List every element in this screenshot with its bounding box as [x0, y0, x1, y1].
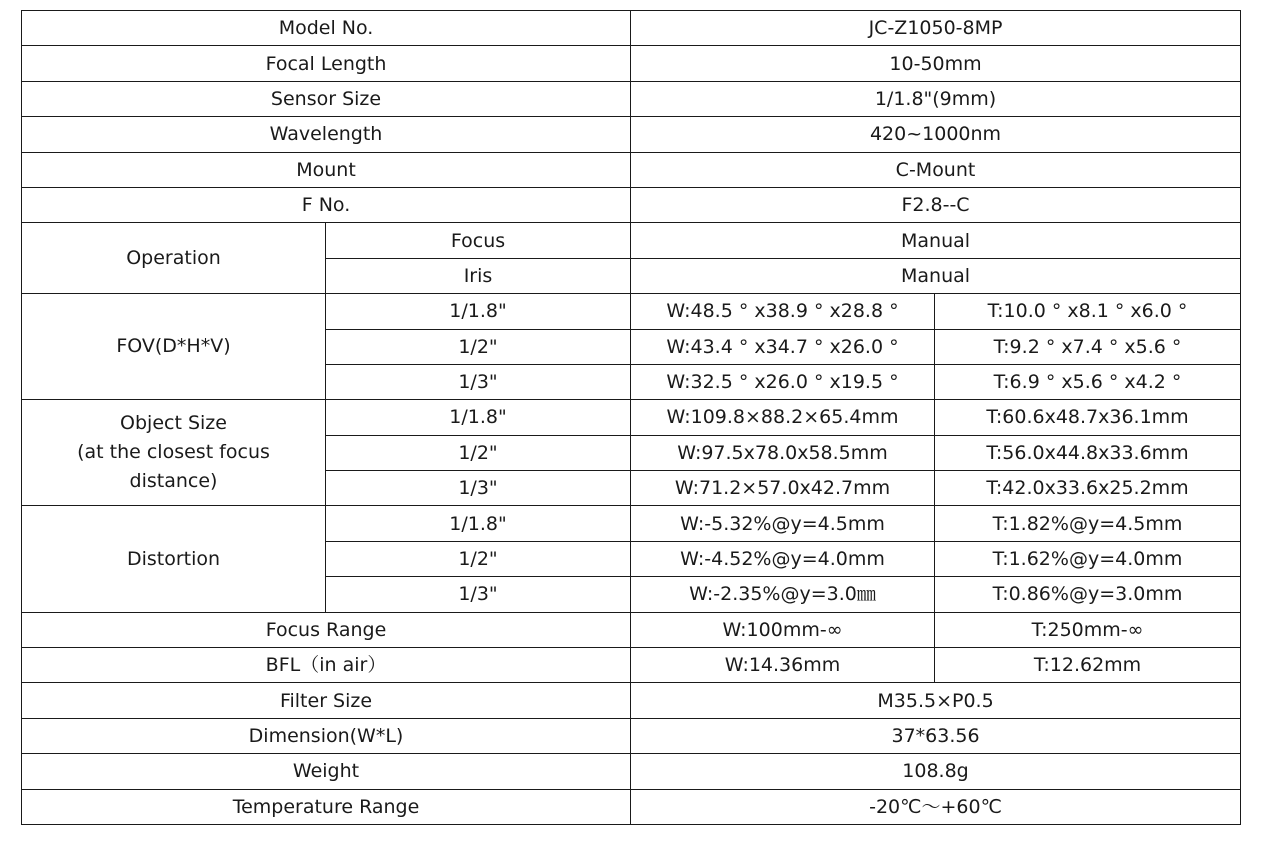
sub-label: 1/3"	[326, 364, 631, 399]
wide-value: W:48.5 ° x38.9 ° x28.8 °	[631, 294, 935, 329]
group-label-object-size	[22, 400, 326, 506]
tele-value: T:6.9 ° x5.6 ° x4.2 °	[935, 364, 1241, 399]
table-row-bfl	[22, 648, 1241, 683]
sub-label: Iris	[326, 258, 631, 293]
spec-value: 108.8g	[631, 754, 1241, 789]
sub-label: 1/1.8"	[326, 294, 631, 329]
spec-label: Model No.	[22, 11, 631, 46]
sub-label: 1/1.8"	[326, 506, 631, 541]
spec-value: -20℃～+60℃	[631, 789, 1241, 824]
wide-value: W:71.2×57.0x42.7mm	[631, 471, 935, 506]
sub-label: 1/3"	[326, 471, 631, 506]
spec-value: 37*63.56	[631, 718, 1241, 753]
spec-value: M35.5×P0.5	[631, 683, 1241, 718]
spec-value: C-Mount	[631, 152, 1241, 187]
spec-value: 10-50mm	[631, 46, 1241, 81]
spec-label: Filter Size	[22, 683, 631, 718]
wide-value: W:-4.52%@y=4.0mm	[631, 541, 935, 576]
tele-value: T:9.2 ° x7.4 ° x5.6 °	[935, 329, 1241, 364]
tele-value: T:250mm-∞	[935, 612, 1241, 647]
table-row-weight	[22, 754, 1241, 789]
spec-label: Weight	[22, 754, 631, 789]
spec-table	[21, 10, 1241, 825]
table-row-object-size	[22, 400, 1241, 435]
spec-label: Focal Length	[22, 46, 631, 81]
tele-value: T:56.0x44.8x33.6mm	[935, 435, 1241, 470]
tele-value: T:1.82%@y=4.5mm	[935, 506, 1241, 541]
spec-label: Dimension(W*L)	[22, 718, 631, 753]
wide-value: W:-2.35%@y=3.0㎜	[631, 577, 935, 612]
tele-value: T:60.6x48.7x36.1mm	[935, 400, 1241, 435]
tele-value: T:12.62mm	[935, 648, 1241, 683]
spec-label: BFL（in air）	[22, 648, 631, 683]
sub-label: Focus	[326, 223, 631, 258]
wide-value: W:100mm-∞	[631, 612, 935, 647]
table-row-model-no	[22, 11, 1241, 46]
table-row-f-no	[22, 187, 1241, 222]
wide-value: W:43.4 ° x34.7 ° x26.0 °	[631, 329, 935, 364]
wide-value: W:97.5x78.0x58.5mm	[631, 435, 935, 470]
wide-value: W:32.5 ° x26.0 ° x19.5 °	[631, 364, 935, 399]
table-row-distortion	[22, 506, 1241, 541]
tele-value: T:42.0x33.6x25.2mm	[935, 471, 1241, 506]
spec-label: Temperature Range	[22, 789, 631, 824]
table-row-wavelength	[22, 117, 1241, 152]
spec-value: Manual	[631, 223, 1241, 258]
spec-label: Mount	[22, 152, 631, 187]
spec-value: Manual	[631, 258, 1241, 293]
object-size-label-line: distance)	[129, 470, 218, 493]
table-row-temperature-range	[22, 789, 1241, 824]
sub-label: 1/2"	[326, 329, 631, 364]
sub-label: 1/2"	[326, 435, 631, 470]
tele-value: T:0.86%@y=3.0mm	[935, 577, 1241, 612]
spec-label: F No.	[22, 187, 631, 222]
table-row-filter-size	[22, 683, 1241, 718]
spec-label: Wavelength	[22, 117, 631, 152]
table-row-focus-range	[22, 612, 1241, 647]
spec-value: JC-Z1050-8MP	[631, 11, 1241, 46]
wide-value: W:-5.32%@y=4.5mm	[631, 506, 935, 541]
sub-label: 1/1.8"	[326, 400, 631, 435]
table-row-operation-focus	[22, 223, 1241, 258]
spec-label: Sensor Size	[22, 81, 631, 116]
tele-value: T:1.62%@y=4.0mm	[935, 541, 1241, 576]
table-row-sensor-size	[22, 81, 1241, 116]
table-row-dimension	[22, 718, 1241, 753]
group-label-operation: Operation	[22, 223, 326, 294]
table-row-focal-length	[22, 46, 1241, 81]
tele-value: T:10.0 ° x8.1 ° x6.0 °	[935, 294, 1241, 329]
table-row-mount	[22, 152, 1241, 187]
wide-value: W:14.36mm	[631, 648, 935, 683]
group-label-distortion: Distortion	[22, 506, 326, 612]
spec-value: 1/1.8"(9mm)	[631, 81, 1241, 116]
spec-value: 420~1000nm	[631, 117, 1241, 152]
spec-value: F2.8--C	[631, 187, 1241, 222]
spec-label: Focus Range	[22, 612, 631, 647]
sub-label: 1/2"	[326, 541, 631, 576]
sub-label: 1/3"	[326, 577, 631, 612]
wide-value: W:109.8×88.2×65.4mm	[631, 400, 935, 435]
object-size-label-line: (at the closest focus	[77, 441, 270, 464]
object-size-label-line: Object Size	[120, 412, 227, 435]
table-row-fov	[22, 294, 1241, 329]
group-label-fov: FOV(D*H*V)	[22, 294, 326, 400]
